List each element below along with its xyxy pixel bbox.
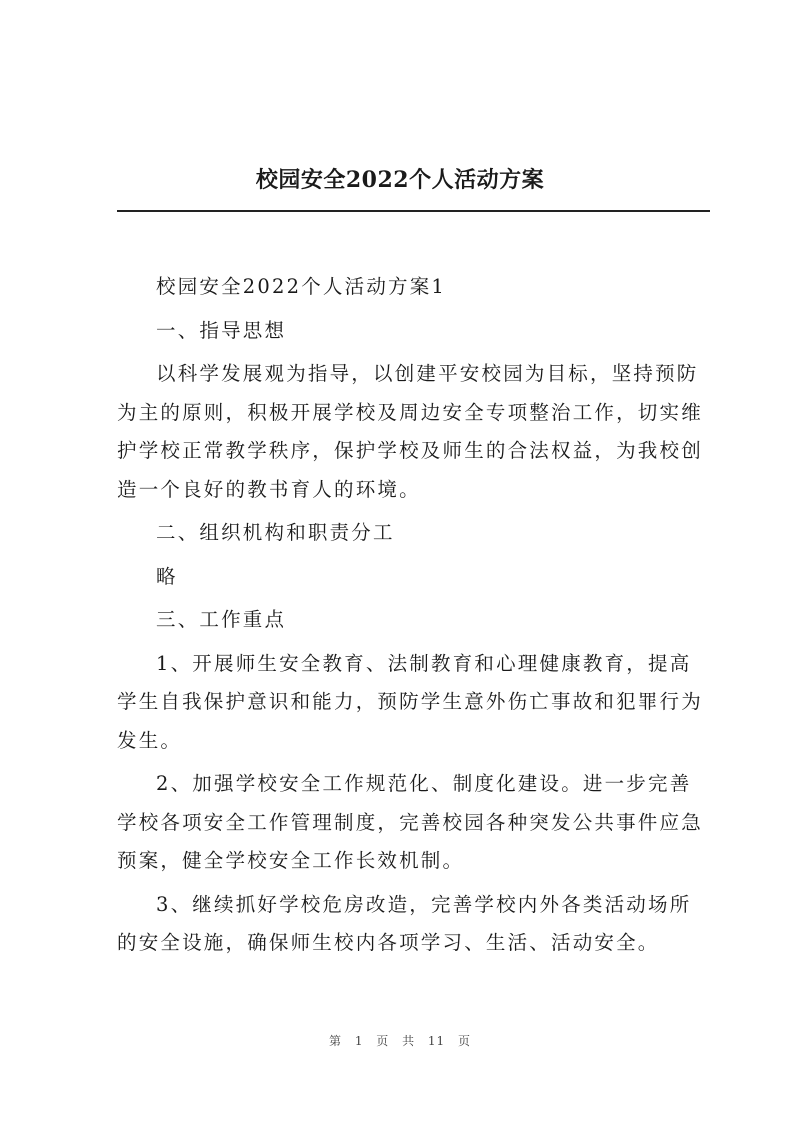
- document-title: 校园安全2022个人活动方案: [255, 167, 545, 193]
- list-item: 2、加强学校安全工作规范化、制度化建设。进一步完善学校各项安全工作管理制度，完善校园各种突发公共事件应急预案，健全学校安全工作长效机制。: [117, 772, 703, 872]
- section-heading: 二、组织机构和职责分工: [156, 521, 395, 544]
- list-item: 3、继续抓好学校危房改造，完善学校内外各类活动场所的安全设施，确保师生校内各项学习、生活、活动安全。: [117, 892, 692, 954]
- paragraph: 以科学发展观为指导，以创建平安校园为目标，坚持预防为主的原则，积极开展学校及周边安全专项整治工作，切实维护学校正常教学秩序，保护学校及师生的合法权益，为我校创造一个良好的教书育人的环境。: [117, 362, 703, 501]
- page-number: 第 1 页 共 11 页: [329, 1034, 471, 1048]
- list-item: 1、开展师生安全教育、法制教育和心理健康教育，提高学生自我保护意识和能力，预防学生意外伤亡事故和犯罪行为发生。: [117, 651, 703, 752]
- paragraph: 略: [156, 564, 178, 588]
- section-heading: 一、指导思想: [156, 318, 287, 342]
- paragraph-heading: 校园安全2022个人活动方案1: [156, 275, 447, 298]
- section-heading: 三、工作重点: [156, 608, 287, 631]
- title-divider: [117, 210, 710, 212]
- document-body: [117, 268, 711, 968]
